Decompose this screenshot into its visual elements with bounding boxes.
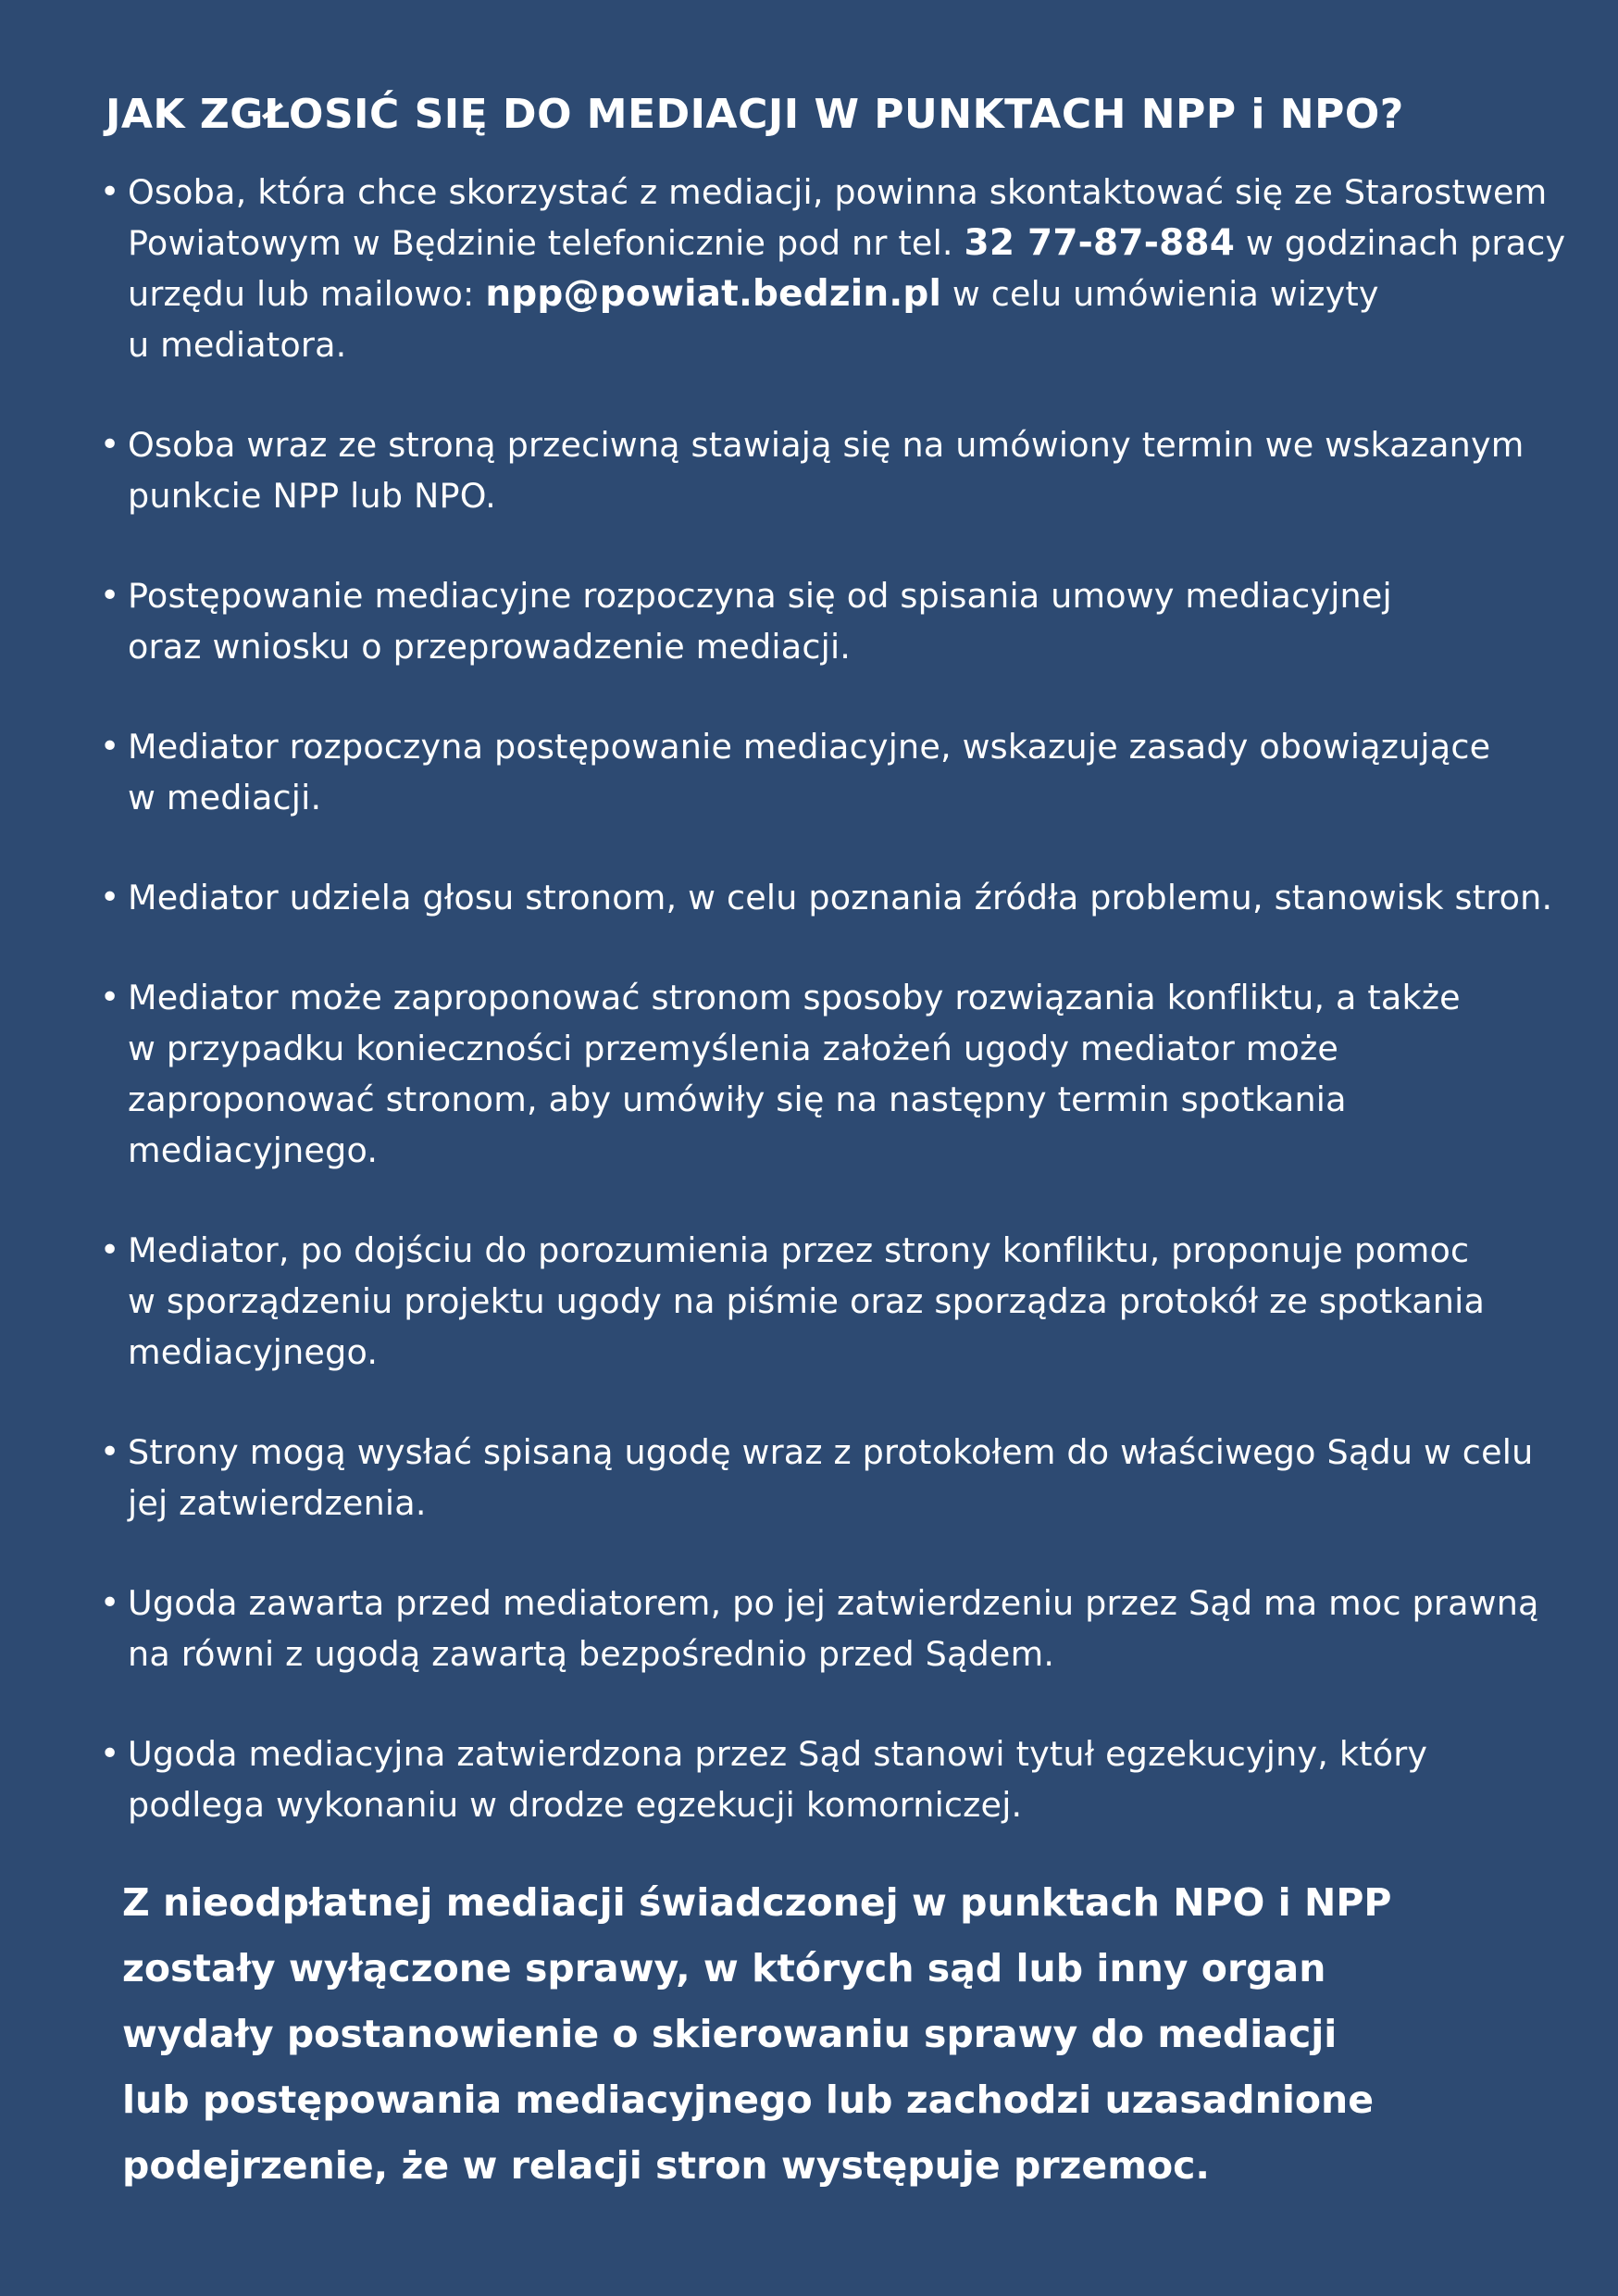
note-line: wydały postanowienie o skierowaniu sprawy do mediacji: [122, 2012, 1338, 2056]
step-line: [128, 268, 1562, 319]
list-item: [100, 721, 1562, 823]
bullet-icon: •: [100, 426, 120, 464]
bullet-icon: •: [100, 173, 120, 211]
step-text: w godzinach pracy: [1245, 223, 1566, 263]
step-line: Osoba, która chce skorzystać z mediacji, powinna skontaktować się ze Starostwem: [128, 172, 1548, 212]
step-text: w celu umówienia wizyty: [952, 274, 1379, 314]
bullet-icon: •: [100, 1231, 120, 1269]
step-line: Ugoda mediacyjna zatwierdzona przez Sąd stanowi tytuł egzekucyjny, który: [128, 1734, 1428, 1774]
note-line: lub postępowania mediacyjnego lub zachodzi uzasadnione: [122, 2078, 1375, 2122]
steps-list: [100, 167, 1566, 1830]
phone-number: 32 77-87-884: [964, 222, 1236, 264]
step-line: Mediator może zaproponować stronom sposoby rozwiązania konfliktu, a także: [128, 978, 1461, 1017]
bullet-icon: •: [100, 1735, 120, 1773]
step-line: na równi z ugodą zawartą bezpośrednio przed Sądem.: [128, 1634, 1055, 1674]
list-item: [100, 1225, 1562, 1378]
step-line: Osoba wraz ze stroną przeciwną stawiają się na umówiony termin we wskazanym: [128, 425, 1525, 465]
step-line: Postępowanie mediacyjne rozpoczyna się od spisania umowy mediacyjnej: [128, 576, 1392, 616]
step-line: mediacyjnego.: [128, 1332, 379, 1372]
bullet-icon: •: [100, 728, 120, 766]
step-line: mediacyjnego.: [128, 1130, 379, 1170]
bullet-icon: •: [100, 1584, 120, 1622]
step-line: jej zatwierdzenia.: [128, 1483, 427, 1523]
step-line: w sporządzeniu projektu ugody na piśmie oraz sporządza protokół ze spotkania: [128, 1281, 1486, 1321]
exclusion-note: [122, 1870, 1562, 2199]
list-item: [100, 570, 1562, 672]
list-item: [100, 419, 1562, 521]
step-line: Mediator, po dojściu do porozumienia przez strony konfliktu, proponuje pomoc: [128, 1230, 1470, 1270]
bullet-icon: •: [100, 1433, 120, 1471]
step-line: podlega wykonaniu w drodze egzekucji komorniczej.: [128, 1785, 1023, 1825]
bullet-icon: •: [100, 979, 120, 1017]
step-line: Mediator udziela głosu stronom, w celu poznania źródła problemu, stanowisk stron.: [128, 878, 1553, 917]
list-item: [100, 1728, 1562, 1830]
list-item: [100, 872, 1562, 923]
step-line: oraz wniosku o przeprowadzenie mediacji.: [128, 627, 852, 667]
step-line: Strony mogą wysłać spisaną ugodę wraz z protokołem do właściwego Sądu w celu: [128, 1432, 1534, 1472]
step-line: w przypadku konieczności przemyślenia założeń ugody mediator może: [128, 1029, 1339, 1068]
step-line: zaproponować stronom, aby umówiły się na następny termin spotkania: [128, 1079, 1347, 1119]
list-item: [100, 167, 1566, 370]
step-line: u mediatora.: [128, 325, 347, 365]
note-line: podejrzenie, że w relacji stron występuje przemoc.: [122, 2143, 1210, 2188]
list-item: [100, 972, 1562, 1176]
email-address: npp@powiat.bedzin.pl: [485, 273, 942, 315]
step-text: Powiatowym w Będzinie telefonicznie pod nr tel.: [128, 223, 953, 263]
step-text: urzędu lub mailowo:: [128, 274, 475, 314]
list-item: [100, 1578, 1562, 1679]
step-line: [128, 218, 1566, 268]
list-item: [100, 1427, 1562, 1529]
step-line: Ugoda zawarta przed mediatorem, po jej zatwierdzeniu przez Sąd ma moc prawną: [128, 1583, 1539, 1623]
step-line: w mediacji.: [128, 778, 322, 817]
note-line: Z nieodpłatnej mediacji świadczonej w punktach NPO i NPP: [122, 1880, 1392, 1925]
bullet-icon: •: [100, 879, 120, 917]
step-line: punkcie NPP lub NPO.: [128, 476, 496, 516]
note-line: zostały wyłączone sprawy, w których sąd lub inny organ: [122, 1946, 1326, 1990]
step-line: Mediator rozpoczyna postępowanie mediacyjne, wskazuje zasady obowiązujące: [128, 727, 1491, 767]
page-title: JAK ZGŁOSIĆ SIĘ DO MEDIACJI W PUNKTACH NPP i NPO?: [106, 91, 1404, 138]
bullet-icon: •: [100, 577, 120, 615]
